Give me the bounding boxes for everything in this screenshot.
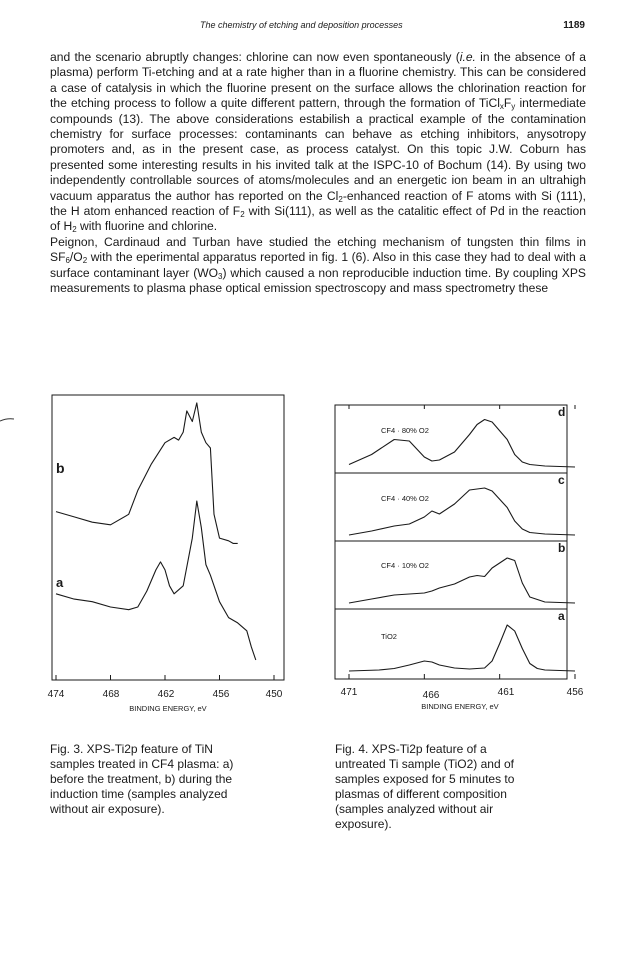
caption-line: samples treated in CF4 plasma: a) bbox=[50, 757, 234, 771]
subscript: 2 bbox=[72, 225, 77, 235]
tick-label: 471 bbox=[340, 687, 358, 698]
page-number: 1189 bbox=[563, 20, 585, 31]
series-line-a bbox=[56, 501, 256, 660]
panel-label-b: CF4 · 10% O2 bbox=[381, 561, 429, 570]
caption-line: before the treatment, b) during the bbox=[50, 772, 233, 786]
running-title: The chemistry of etching and deposition processes bbox=[200, 20, 403, 30]
text-run: with the eperimental apparatus reported in fig. 1 (6). Also in this case they had to deal with a surface contaminant layer (WO bbox=[50, 250, 586, 280]
text-run: with fluorine and chlorine. bbox=[76, 219, 218, 234]
text-run: F bbox=[503, 96, 512, 111]
caption-line: exposure). bbox=[335, 817, 392, 831]
text-run: i.e. bbox=[459, 50, 476, 64]
panel-letter-d: d bbox=[558, 405, 566, 419]
tick-label: 456 bbox=[566, 687, 584, 698]
margin-mark bbox=[0, 418, 14, 422]
figure-3-plot bbox=[40, 395, 300, 715]
caption-line: Fig. 4. XPS-Ti2p feature of a bbox=[335, 742, 487, 756]
figure-3 bbox=[40, 395, 300, 715]
panel-label-c: CF4 · 40% O2 bbox=[381, 494, 429, 503]
subscript: y bbox=[511, 102, 516, 112]
paragraph-2 bbox=[50, 235, 586, 297]
curve-label-b: b bbox=[56, 460, 65, 476]
plot-frame bbox=[52, 395, 284, 680]
caption-line: Fig. 3. XPS-Ti2p feature of TiN bbox=[50, 742, 213, 756]
text-run: ) which caused a non reproducible induction time. By coupling XPS measurements to plasma phase optical emission spectroscopy and mass spectrometry these bbox=[50, 265, 586, 296]
page-header bbox=[60, 20, 585, 36]
tick-label: 466 bbox=[422, 690, 440, 701]
subscript: 2 bbox=[82, 256, 88, 266]
caption-line: plasmas of different composition bbox=[335, 787, 507, 801]
subscript: 6 bbox=[65, 256, 70, 266]
figure-4-plot bbox=[335, 405, 595, 715]
subscript: 3 bbox=[218, 271, 223, 281]
tick-label: 461 bbox=[497, 687, 515, 698]
tick-label: 468 bbox=[102, 689, 120, 700]
plot-frame bbox=[335, 405, 567, 679]
paragraph-1 bbox=[50, 50, 586, 235]
subscript: x bbox=[499, 102, 504, 112]
text-run: Peignon, Cardinaud and Turban have studied the etching mechanism of tungsten thin films in SF bbox=[50, 234, 586, 265]
subscript: 2 bbox=[338, 194, 343, 204]
caption-line: (samples analyzed without air bbox=[335, 802, 494, 816]
tick-label: 474 bbox=[47, 689, 65, 700]
body-text bbox=[50, 50, 586, 297]
tick-label: 456 bbox=[212, 689, 230, 700]
caption-line: samples exposed for 5 minutes to bbox=[335, 772, 515, 786]
text-run: -enhanced reaction of F atoms with Si (111), the H atom enhanced reaction of F bbox=[50, 188, 586, 219]
text-run: /O bbox=[69, 250, 83, 265]
figure-4 bbox=[335, 405, 595, 715]
text-run: intermediate compounds (13). The above considerations estabilish a practical example of the contamination chemistry for surface processes: contaminants can behave as etching inhibitors, anysotropy promoters and, as in the present case, as process catalyst. On this topic J.W. Coburn has presented some interesting results in his invited talk at the ISPC-10 of Bochum (14). By using two independently controllable sources of atoms/molecules and an energetic ion beam in an ultrahigh vacuum apparatus the author has reported on the Cl bbox=[50, 96, 586, 203]
panel-label-d: CF4 · 80% O2 bbox=[381, 426, 429, 435]
subscript: 2 bbox=[240, 210, 245, 220]
figure-4-caption bbox=[335, 742, 575, 832]
text-run: with Si(111), as well as the catalitic effect of Pd in the reaction of H bbox=[50, 204, 586, 234]
tick-label: 450 bbox=[265, 689, 283, 700]
caption-line: untreated Ti sample (TiO2) and of bbox=[335, 757, 514, 771]
text-run: in the absence of a plasma) perform Ti-etching and at a rate higher than in a fluorine chemistry. This can be considered a case of catalysis in which the fluorine present on the surface allows the chlorination reaction for the etching process to follow a quite different pattern, through the formation of TiCl bbox=[50, 50, 586, 111]
figure-3-caption bbox=[50, 742, 290, 817]
panel-letter-b: b bbox=[558, 541, 566, 555]
caption-line: induction time (samples analyzed bbox=[50, 787, 228, 801]
panel-letter-a: a bbox=[558, 609, 565, 623]
curve-label-a: a bbox=[56, 575, 64, 590]
panel-label-a: TiO2 bbox=[381, 632, 397, 641]
text-run: and the scenario abruptly changes: chlorine can now even spontaneously ( bbox=[50, 50, 460, 64]
x-axis-label: BINDING ENERGY, eV bbox=[421, 702, 499, 711]
series-line-b bbox=[56, 403, 238, 544]
panel-letter-c: c bbox=[558, 473, 565, 487]
x-axis-label: BINDING ENERGY, eV bbox=[129, 704, 207, 713]
tick-label: 462 bbox=[157, 689, 175, 700]
caption-line: without air exposure). bbox=[50, 802, 165, 816]
